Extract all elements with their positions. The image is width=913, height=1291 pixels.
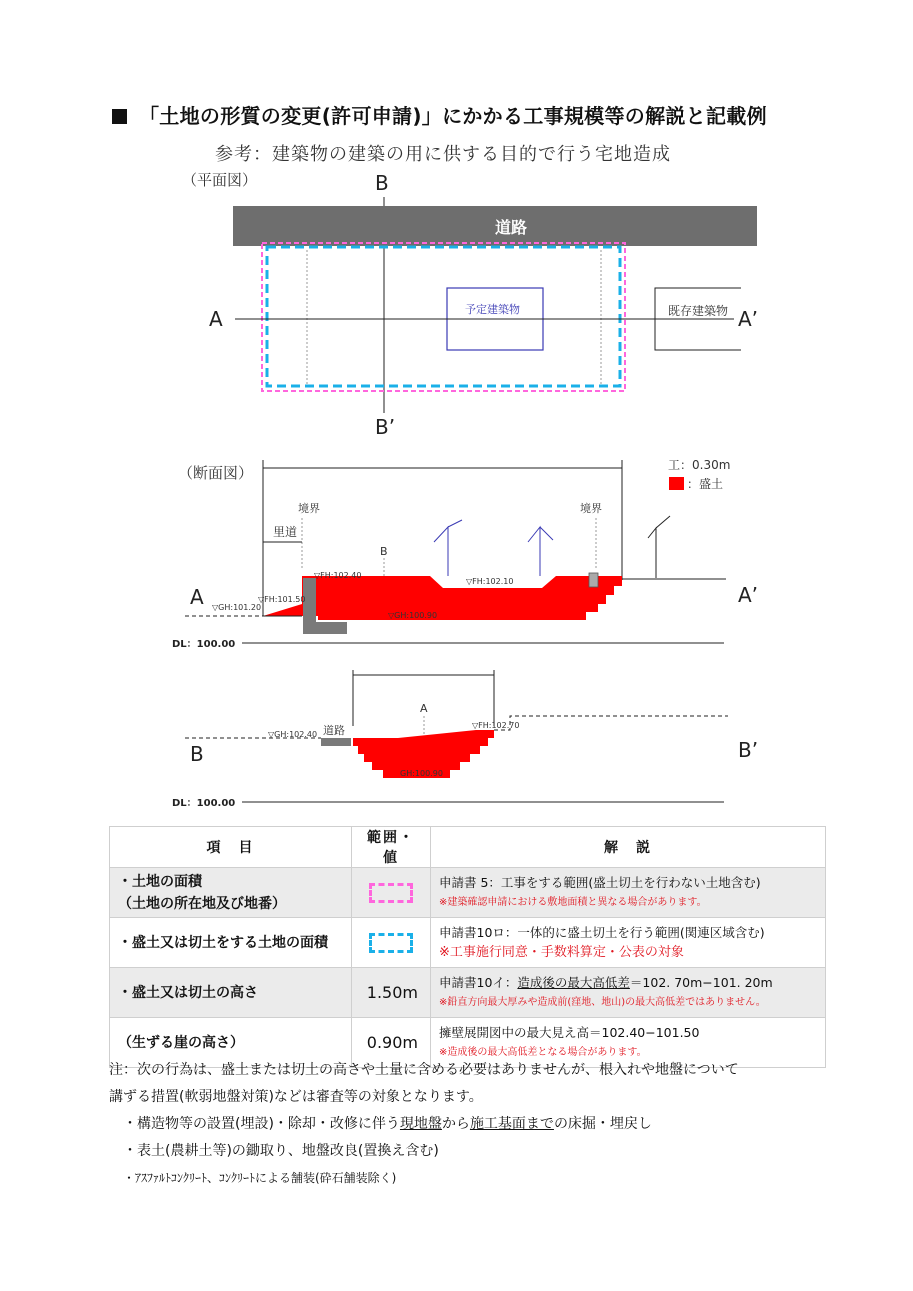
row-item-line1: ・土地の面積 <box>118 873 202 890</box>
section-b-ground-right <box>494 716 728 730</box>
section-b-b-prime-label: B’ <box>738 738 759 762</box>
boundary-post <box>589 573 598 587</box>
section-b-a-mark: A <box>420 702 428 715</box>
legend-fill-label: ：盛土 <box>687 477 724 491</box>
plan-land-area-boundary <box>262 243 625 391</box>
fill-soil-area <box>263 576 622 620</box>
land-area-swatch <box>369 883 413 903</box>
header-value: 範囲・値 <box>352 827 431 868</box>
row-item: （生ずる崖の高さ） <box>110 1018 352 1068</box>
section-a-prime-label: A’ <box>738 583 759 607</box>
gh-10120-label: ▽GH:101.20 <box>212 603 262 612</box>
section-b-road <box>321 738 351 746</box>
row-desc-text <box>439 973 817 993</box>
plan-fill-area-boundary <box>267 247 620 386</box>
notes-section <box>109 1057 839 1192</box>
header-description: 解 説 <box>431 827 826 868</box>
section-b-dl-label: DL：100.00 <box>172 798 236 809</box>
fill-area-swatch <box>369 933 413 953</box>
row-value: 0.90m <box>352 1018 431 1068</box>
row-description <box>431 918 826 968</box>
section-a-label: A <box>190 585 204 609</box>
plan-a-prime-label: A’ <box>738 307 759 331</box>
table-header-row <box>110 827 826 868</box>
row-desc-text: 申請書10ロ：一体的に盛土切土を行う範囲(関連区域含む) <box>439 924 765 940</box>
note-line-1: 注：次の行為は、盛土または切土の高さや土量に含める必要はありませんが、根入れや地盤について <box>109 1062 739 1078</box>
plan-planned-building-label: 予定建築物 <box>465 303 520 316</box>
legend-fill-swatch <box>669 477 684 490</box>
boundary-left-label: 境界 <box>298 502 320 515</box>
row-value <box>352 868 431 918</box>
section-b-diagram <box>0 660 913 820</box>
plan-b-prime-label: B’ <box>375 415 396 439</box>
row-description <box>431 968 826 1018</box>
section-a-diagram <box>0 440 913 660</box>
title-text: 「土地の形質の変更(許可申請)」にかかる工事規模等の解説と記載例 <box>139 104 767 128</box>
existing-building-outline-icon <box>648 516 670 578</box>
gh-10240-label: ▽GH:102.40 <box>268 730 318 739</box>
section-b-b-label: B <box>190 742 204 766</box>
row-note: ※造成後の最大高低差となる場合があります。 <box>439 1046 647 1058</box>
table-row <box>110 918 826 968</box>
dl-label: DL：100.00 <box>172 639 236 650</box>
section-label: （断面図） <box>178 464 254 482</box>
row-desc-text: 擁壁展開図中の最大見え高＝102.40−101.50 <box>439 1024 700 1040</box>
row-item <box>110 868 352 918</box>
row-desc-suffix: ＝102. 70m−101. 20m <box>629 974 773 990</box>
note-bullet-1-mid: から <box>441 1116 470 1132</box>
row-note: ※建築確認申請における敷地面積と異なる場合があります。 <box>439 896 707 908</box>
boundary-right-label: 境界 <box>580 502 602 515</box>
row-item: ・盛土又は切土の高さ <box>110 968 352 1018</box>
row-note: ※工事施行同意・手数料算定・公表の対象 <box>439 944 684 960</box>
row-item-line2: （土地の所在地及び地番） <box>118 895 286 912</box>
row-desc-prefix: 申請書10イ： <box>439 974 518 990</box>
plan-existing-building-label: 既存建築物 <box>668 304 729 318</box>
retaining-wall-footing <box>303 622 347 634</box>
note-bullet-1-prefix: ・構造物等の設置(埋設)・除却・改修に伴う <box>123 1116 400 1132</box>
page-subtitle: 参考：建築物の建築の用に供する目的で行う宅地造成 <box>215 144 671 165</box>
note-bullet-1-underline-1: 現地盤 <box>399 1116 442 1132</box>
legend-scale: 工：0.30m <box>668 458 731 472</box>
fh-10240-label: ▽FH:102.40 <box>314 571 362 580</box>
row-description <box>431 868 826 918</box>
note-bullet-1-suffix: の床掘・埋戻し <box>553 1116 652 1132</box>
row-value <box>352 918 431 968</box>
satomichi-label: 里道 <box>273 525 298 539</box>
note-line-2: 講ずる措置(軟弱地盤対策)などは審査等の対象となります。 <box>109 1089 483 1105</box>
row-desc-underlined: 造成後の最大高低差 <box>517 974 630 990</box>
plan-view-diagram <box>0 0 913 440</box>
row-desc-text: 申請書 5：工事をする範囲(盛土切土を行わない土地含む) <box>439 874 761 890</box>
note-bullet-3: ・ｱｽﾌｧﾙﾄｺﾝｸﾘｰﾄ、ｺﾝｸﾘｰﾄによる舗装(砕石舗装除く) <box>123 1171 397 1185</box>
table-row <box>110 968 826 1018</box>
row-note: ※鉛直方向最大厚みや造成前(窪地、地山)の最大高低差ではありません。 <box>439 996 766 1008</box>
note-bullet-2: ・表土(農耕土等)の鋤取り、地盤改良(置換え含む) <box>123 1143 439 1159</box>
note-bullet-1-underline-2: 施工基面まで <box>469 1116 554 1132</box>
table-row <box>110 868 826 918</box>
section-b-mark: B <box>380 545 388 558</box>
fh-10150-label: ▽FH:101.50 <box>258 595 306 604</box>
plan-road-label: 道路 <box>495 218 528 237</box>
plan-a-label: A <box>209 307 223 331</box>
header-item: 項 目 <box>110 827 352 868</box>
row-item: ・盛土又は切土をする土地の面積 <box>110 918 352 968</box>
fh-10270-label: ▽FH:102.70 <box>472 721 520 730</box>
plan-b-label: B <box>375 171 389 195</box>
fh-10210-label: ▽FH:102.10 <box>466 577 514 586</box>
explanation-table <box>109 826 826 1068</box>
section-b-gh-10090-label: GH:100.90 <box>400 769 443 778</box>
row-value: 1.50m <box>352 968 431 1018</box>
planned-building-outline-icon <box>434 520 553 576</box>
gh-10090-label: ▽GH:100.90 <box>388 611 438 620</box>
section-b-road-label: 道路 <box>323 724 345 737</box>
plan-label: （平面図） <box>182 171 258 189</box>
note-bullet-1 <box>109 1111 839 1138</box>
